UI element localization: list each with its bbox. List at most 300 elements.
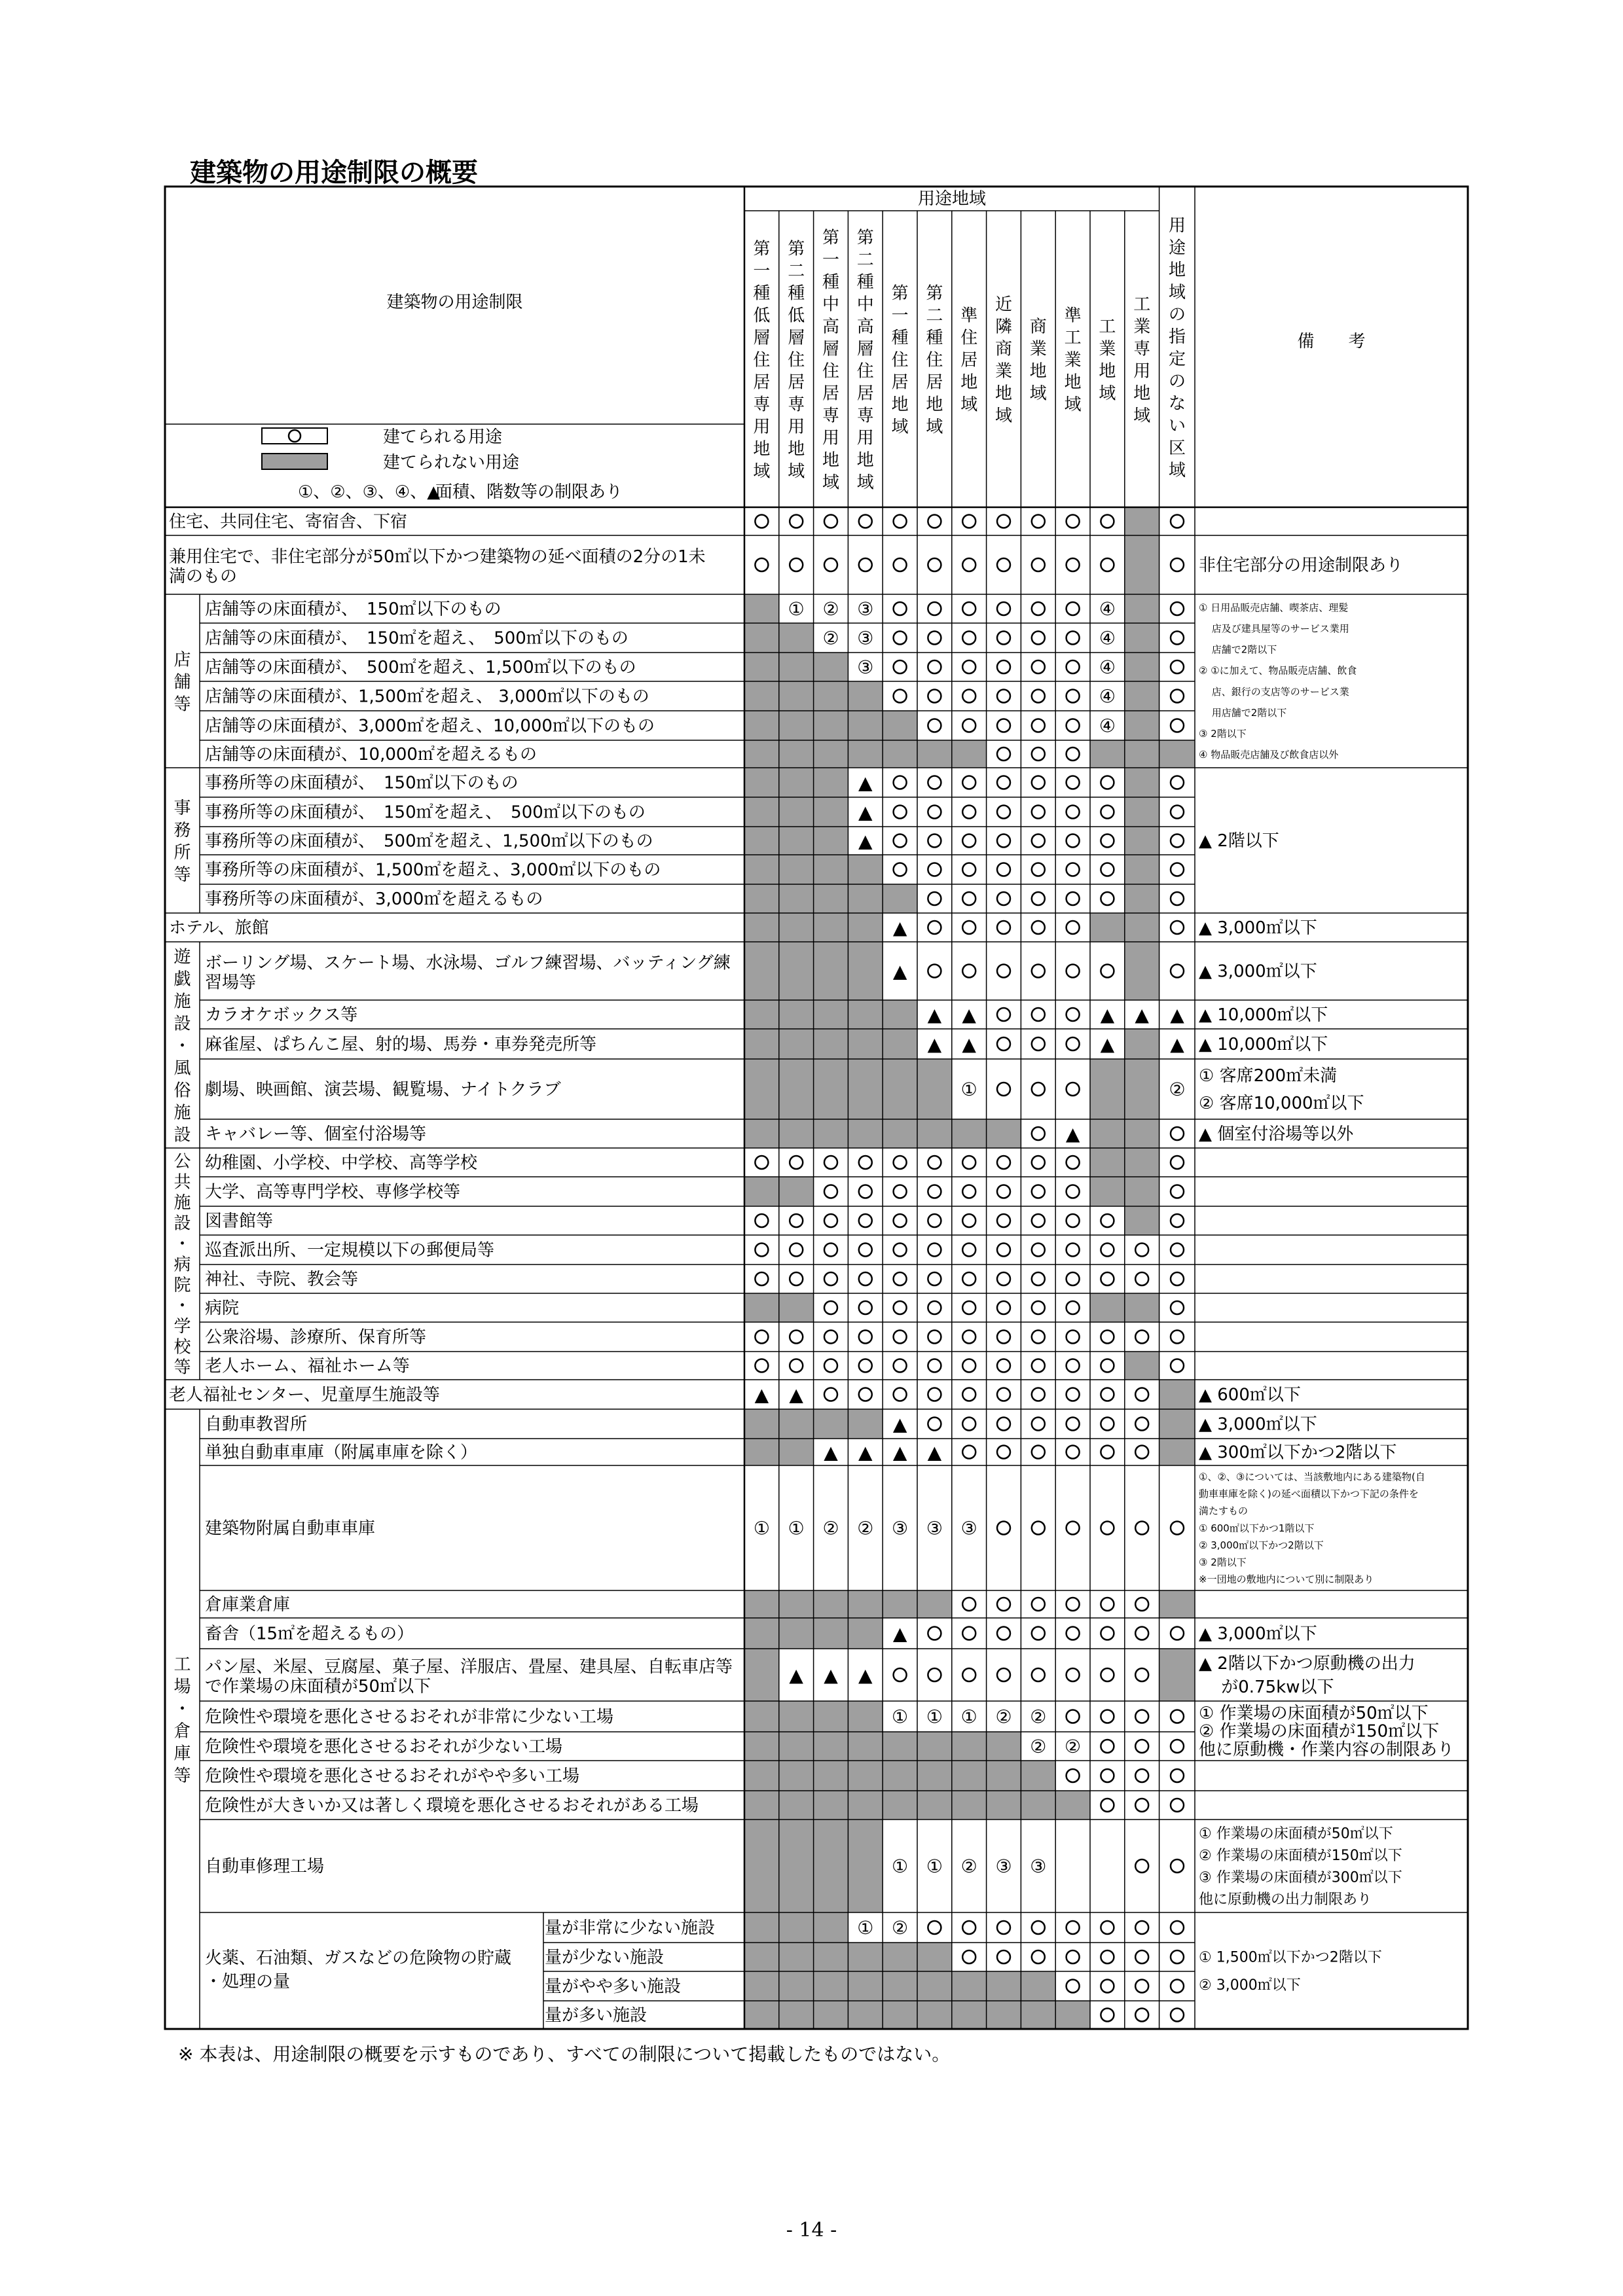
permitted-mark bbox=[1067, 1214, 1080, 1227]
prohibited-cell bbox=[848, 1409, 883, 1439]
permitted-mark bbox=[962, 1627, 976, 1640]
hazard-label: ・処理の量 bbox=[205, 1972, 291, 1992]
permitted-mark bbox=[1171, 965, 1184, 978]
group-label: 務 bbox=[173, 821, 191, 841]
permitted-mark bbox=[1067, 1710, 1080, 1723]
prohibited-cell bbox=[779, 1119, 814, 1148]
permitted-mark bbox=[1032, 1668, 1045, 1681]
prohibited-cell bbox=[779, 2001, 814, 2029]
prohibited-cell bbox=[848, 1000, 883, 1029]
prohibited-cell bbox=[1125, 681, 1159, 711]
group-label: 戯 bbox=[173, 969, 191, 990]
prohibited-cell bbox=[814, 711, 848, 740]
permitted-mark bbox=[1101, 1359, 1114, 1372]
prohibited-cell bbox=[744, 1439, 779, 1465]
permitted-mark bbox=[928, 892, 941, 905]
limit-mark: ▲ bbox=[1100, 1004, 1115, 1026]
permitted-mark bbox=[1171, 1301, 1184, 1314]
permitted-mark bbox=[997, 965, 1010, 978]
prohibited-cell bbox=[952, 740, 987, 768]
permitted-mark bbox=[928, 863, 941, 876]
prohibited-cell bbox=[744, 1618, 779, 1649]
permitted-mark bbox=[1101, 1244, 1114, 1257]
prohibited-cell bbox=[814, 1791, 848, 1820]
limit-mark: ① bbox=[892, 1706, 909, 1728]
zone-header: 商 bbox=[994, 339, 1013, 359]
zone-header: 高 bbox=[856, 317, 874, 337]
permitted-mark bbox=[1032, 1083, 1045, 1096]
prohibited-cell bbox=[987, 1761, 1021, 1791]
prohibited-cell bbox=[779, 1590, 814, 1618]
zone-header: 商 bbox=[1029, 317, 1047, 337]
prohibited-cell bbox=[744, 797, 779, 827]
prohibited-cell bbox=[987, 1119, 1021, 1148]
limit-mark: ▲ bbox=[754, 1384, 769, 1406]
row-label: 自動車修理工場 bbox=[205, 1857, 325, 1876]
permitted-mark bbox=[1067, 965, 1080, 978]
permitted-mark bbox=[1101, 1446, 1114, 1459]
zone-header: 種 bbox=[856, 272, 874, 293]
prohibited-cell bbox=[814, 1029, 848, 1059]
permitted-mark bbox=[928, 660, 941, 673]
group-label: 遊 bbox=[173, 947, 191, 967]
prohibited-cell bbox=[1125, 507, 1159, 535]
permitted-mark bbox=[997, 1156, 1010, 1169]
zone-header: 地 bbox=[1064, 372, 1082, 393]
limit-mark: ④ bbox=[1099, 627, 1116, 649]
permitted-mark bbox=[894, 1214, 907, 1227]
prohibited-cell bbox=[917, 1971, 952, 2001]
prohibited-cell bbox=[987, 1791, 1021, 1820]
permitted-mark bbox=[997, 1921, 1010, 1934]
prohibited-cell bbox=[883, 1000, 917, 1029]
prohibited-cell bbox=[848, 913, 883, 942]
zone-header: 用 bbox=[856, 428, 874, 448]
permitted-mark bbox=[997, 1008, 1010, 1021]
zone-group-label: 用途地域 bbox=[917, 189, 987, 209]
prohibited-cell bbox=[848, 1761, 883, 1791]
permitted-mark bbox=[894, 1156, 907, 1169]
prohibited-cell bbox=[848, 711, 883, 740]
row-label: 習場等 bbox=[205, 973, 257, 993]
group-label: 公 bbox=[173, 1152, 191, 1172]
permitted-mark bbox=[1135, 1859, 1148, 1873]
prohibited-cell bbox=[987, 2001, 1021, 2029]
permitted-mark bbox=[997, 1668, 1010, 1681]
permitted-mark bbox=[894, 1272, 907, 1285]
prohibited-cell bbox=[814, 1000, 848, 1029]
permitted-mark bbox=[1032, 1037, 1045, 1050]
limit-mark: ▲ bbox=[1100, 1033, 1115, 1055]
permitted-mark bbox=[962, 1359, 976, 1372]
legend-limit-text: 面積、階数等の制限あり bbox=[435, 482, 623, 502]
remarks-text: ▲ 2階以下 bbox=[1199, 831, 1279, 852]
row-label: ホテル、旅館 bbox=[169, 918, 269, 938]
limit-mark: ① bbox=[926, 1706, 943, 1728]
permitted-mark bbox=[1101, 1668, 1114, 1681]
zone-header: 専 bbox=[1133, 339, 1151, 359]
prohibited-cell bbox=[952, 1119, 987, 1148]
permitted-mark bbox=[1171, 1627, 1184, 1640]
permitted-mark bbox=[1101, 1950, 1114, 1964]
zone-header: 層 bbox=[822, 339, 840, 359]
prohibited-cell bbox=[917, 1791, 952, 1820]
unzoned-header: 指 bbox=[1168, 327, 1186, 348]
zone-header: 種 bbox=[926, 328, 943, 348]
group-label: 設 bbox=[173, 1213, 191, 1234]
zone-header: 専 bbox=[788, 395, 805, 415]
prohibited-cell bbox=[848, 740, 883, 768]
permitted-mark bbox=[997, 776, 1010, 789]
row-label: 老人福祉センター、児童厚生施設等 bbox=[169, 1385, 440, 1405]
prohibited-cell bbox=[779, 1971, 814, 2001]
remarks-text: 非住宅部分の用途制限あり bbox=[1199, 556, 1404, 576]
prohibited-cell bbox=[814, 768, 848, 797]
permitted-mark bbox=[928, 834, 941, 848]
prohibited-cell bbox=[1159, 1409, 1195, 1439]
permitted-mark bbox=[859, 515, 872, 528]
row-label: 事務所等の床面積が、 500㎡を超え、1,500㎡以下のもの bbox=[205, 831, 653, 852]
prohibited-cell bbox=[1125, 1059, 1159, 1119]
prohibited-cell bbox=[814, 913, 848, 942]
group-label: 倉 bbox=[173, 1721, 191, 1742]
permitted-mark bbox=[1101, 1921, 1114, 1934]
remarks-text: 店及び建具屋等のサービス業用 bbox=[1199, 622, 1349, 635]
permitted-mark bbox=[1067, 747, 1080, 761]
permitted-mark bbox=[1032, 1301, 1045, 1314]
prohibited-cell bbox=[814, 884, 848, 913]
prohibited-cell bbox=[952, 1791, 987, 1820]
permitted-mark bbox=[1101, 1710, 1114, 1723]
permitted-mark bbox=[1067, 863, 1080, 876]
zone-header: 地 bbox=[753, 439, 771, 459]
zone-header: 住 bbox=[753, 350, 771, 370]
prohibited-cell bbox=[883, 1761, 917, 1791]
prohibited-cell bbox=[1125, 1148, 1159, 1177]
remarks-text: ③ 2階以下 bbox=[1199, 1556, 1247, 1569]
permitted-mark bbox=[1032, 1418, 1045, 1431]
permitted-mark bbox=[1171, 1522, 1184, 1535]
prohibited-cell bbox=[779, 711, 814, 740]
limit-mark: ② bbox=[822, 1517, 839, 1539]
limit-mark: ▲ bbox=[858, 772, 873, 794]
permitted-mark bbox=[1101, 2009, 1114, 2022]
zone-header: 住 bbox=[788, 350, 805, 370]
prohibited-cell bbox=[814, 1820, 848, 1912]
prohibited-cell bbox=[814, 1618, 848, 1649]
prohibited-cell bbox=[1021, 1761, 1055, 1791]
prohibited-cell bbox=[848, 2001, 883, 2029]
permitted-mark bbox=[1101, 1272, 1114, 1285]
permitted-mark bbox=[1101, 1388, 1114, 1401]
permitted-mark bbox=[997, 1388, 1010, 1401]
prohibited-cell bbox=[1125, 1119, 1159, 1148]
prohibited-cell bbox=[744, 1912, 779, 1943]
permitted-mark bbox=[997, 1359, 1010, 1372]
page-title: 建築物の用途制限の概要 bbox=[190, 158, 478, 188]
permitted-mark bbox=[1032, 921, 1045, 934]
permitted-mark bbox=[962, 558, 976, 571]
prohibited-cell bbox=[1090, 1059, 1125, 1119]
row-label: 店舗等の床面積が、 150㎡を超え、 500㎡以下のもの bbox=[205, 628, 629, 649]
prohibited-cell bbox=[779, 1791, 814, 1820]
prohibited-cell bbox=[814, 740, 848, 768]
permitted-mark bbox=[1067, 1008, 1080, 1021]
prohibited-cell bbox=[744, 1649, 779, 1701]
permitted-mark bbox=[928, 1156, 941, 1169]
zone-header: 中 bbox=[856, 295, 874, 315]
zone-header: 低 bbox=[788, 306, 805, 326]
group-label: 舗 bbox=[173, 672, 191, 692]
permitted-mark bbox=[1135, 1388, 1148, 1401]
group-label: 店 bbox=[173, 650, 191, 670]
zone-header: 用 bbox=[822, 428, 840, 448]
row-label: 大学、高等専門学校、専修学校等 bbox=[205, 1182, 461, 1202]
permitted-mark bbox=[1032, 892, 1045, 905]
prohibited-cell bbox=[814, 2001, 848, 2029]
prohibited-cell bbox=[848, 855, 883, 884]
row-label: 量が非常に少ない施設 bbox=[545, 1918, 716, 1938]
remarks-text: ① 日用品販売店舗、喫茶店、理髪 bbox=[1199, 601, 1349, 614]
permitted-mark bbox=[1135, 1598, 1148, 1611]
prohibited-cell bbox=[744, 1000, 779, 1029]
limit-mark: ② bbox=[1030, 1706, 1047, 1728]
prohibited-cell bbox=[744, 884, 779, 913]
prohibited-cell bbox=[848, 1029, 883, 1059]
permitted-mark bbox=[824, 1185, 837, 1198]
permitted-mark bbox=[928, 602, 941, 615]
zone-header: 準 bbox=[1064, 306, 1082, 326]
prohibited-cell bbox=[848, 942, 883, 1000]
permitted-mark bbox=[962, 863, 976, 876]
prohibited-cell bbox=[987, 1732, 1021, 1761]
permitted-mark bbox=[1171, 558, 1184, 571]
permitted-mark bbox=[824, 1272, 837, 1285]
zone-header: 域 bbox=[1133, 406, 1151, 426]
row-label: 劇場、映画館、演芸場、観覧場、ナイトクラブ bbox=[205, 1080, 561, 1100]
permitted-mark bbox=[1067, 1668, 1080, 1681]
prohibited-cell bbox=[1125, 884, 1159, 913]
prohibited-cell bbox=[1090, 740, 1125, 768]
permitted-mark bbox=[1101, 834, 1114, 848]
prohibited-cell bbox=[814, 1732, 848, 1761]
limit-mark: ▲ bbox=[858, 830, 873, 852]
prohibited-cell bbox=[1055, 1791, 1090, 1820]
permitted-mark bbox=[997, 719, 1010, 732]
prohibited-cell bbox=[744, 1791, 779, 1820]
limit-mark: ③ bbox=[857, 656, 874, 678]
permitted-mark bbox=[962, 602, 976, 615]
zone-header: 住 bbox=[856, 361, 874, 382]
remarks-text: ▲ 300㎡以下かつ2階以下 bbox=[1199, 1443, 1397, 1463]
limit-mark: ▲ bbox=[962, 1033, 976, 1055]
prohibited-cell bbox=[779, 797, 814, 827]
prohibited-cell bbox=[1159, 740, 1195, 768]
prohibited-cell bbox=[1125, 797, 1159, 827]
prohibited-cell bbox=[917, 1119, 952, 1148]
permitted-mark bbox=[1032, 1331, 1045, 1344]
permitted-mark bbox=[894, 776, 907, 789]
zone-header: 第 bbox=[891, 283, 909, 304]
remarks-text: 他に原動機・作業内容の制限あり bbox=[1199, 1740, 1455, 1760]
permitted-mark bbox=[997, 1418, 1010, 1431]
zone-header: 居 bbox=[753, 372, 771, 393]
permitted-mark bbox=[962, 965, 976, 978]
prohibited-cell bbox=[917, 2001, 952, 2029]
prohibited-cell bbox=[779, 1732, 814, 1761]
permitted-mark bbox=[962, 1301, 976, 1314]
prohibited-cell bbox=[779, 1293, 814, 1322]
limit-mark: ④ bbox=[1099, 715, 1116, 737]
permitted-mark bbox=[1067, 1185, 1080, 1198]
prohibited-cell bbox=[744, 1943, 779, 1971]
permitted-mark bbox=[997, 1331, 1010, 1344]
limit-mark: ③ bbox=[892, 1517, 909, 1539]
prohibited-cell bbox=[1090, 913, 1125, 942]
permitted-mark bbox=[1032, 1272, 1045, 1285]
remarks-text: ▲ 10,000㎡以下 bbox=[1199, 1005, 1328, 1026]
row-label: 量がやや多い施設 bbox=[545, 1977, 682, 1997]
zone-header: 工 bbox=[1064, 328, 1082, 348]
prohibited-cell bbox=[1125, 535, 1159, 594]
permitted-mark bbox=[1135, 1668, 1148, 1681]
limit-mark: ▲ bbox=[892, 1623, 907, 1645]
limit-mark: ① bbox=[926, 1856, 943, 1877]
prohibited-cell bbox=[814, 827, 848, 855]
zone-header: 用 bbox=[1133, 361, 1151, 382]
prohibited-cell bbox=[779, 1000, 814, 1029]
prohibited-cell bbox=[779, 1618, 814, 1649]
zone-header: 業 bbox=[1133, 317, 1151, 337]
permitted-mark bbox=[1171, 921, 1184, 934]
zone-header: 居 bbox=[891, 372, 909, 393]
group-label: 施 bbox=[173, 992, 191, 1012]
zone-header: 中 bbox=[822, 295, 840, 315]
prohibited-cell bbox=[1021, 1971, 1055, 2001]
permitted-mark bbox=[790, 1156, 803, 1169]
permitted-mark bbox=[1101, 1980, 1114, 1993]
permitted-mark bbox=[928, 1214, 941, 1227]
zone-header: 種 bbox=[891, 328, 909, 348]
zone-header: 第 bbox=[788, 239, 805, 259]
permitted-mark bbox=[928, 1301, 941, 1314]
limit-mark: ④ bbox=[1099, 656, 1116, 678]
permitted-mark bbox=[1067, 1769, 1080, 1782]
group-label: 等 bbox=[173, 1766, 191, 1786]
prohibited-cell bbox=[779, 827, 814, 855]
permitted-mark bbox=[1032, 1627, 1045, 1640]
permitted-mark bbox=[790, 1244, 803, 1257]
permitted-mark bbox=[1032, 1598, 1045, 1611]
permitted-mark bbox=[1135, 1710, 1148, 1723]
prohibited-cell bbox=[744, 1293, 779, 1322]
prohibited-cell bbox=[848, 1590, 883, 1618]
row-label: 危険性や環境を悪化させるおそれがやや多い工場 bbox=[205, 1767, 580, 1786]
prohibited-cell bbox=[779, 1820, 814, 1912]
permitted-mark bbox=[997, 515, 1010, 528]
group-label: 学 bbox=[173, 1316, 191, 1336]
remarks-text: ② 客席10,000㎡以下 bbox=[1199, 1094, 1364, 1114]
permitted-mark bbox=[859, 558, 872, 571]
zone-header: 工 bbox=[1133, 295, 1151, 315]
zone-header: 地 bbox=[891, 395, 909, 415]
permitted-mark bbox=[997, 632, 1010, 645]
group-label: 等 bbox=[173, 1357, 191, 1378]
prohibited-cell bbox=[1125, 768, 1159, 797]
permitted-mark bbox=[1067, 515, 1080, 528]
remarks-text: ② ①に加えて、物品販売店舗、飲食 bbox=[1199, 664, 1357, 677]
permitted-mark bbox=[1032, 776, 1045, 789]
zone-header: 二 bbox=[788, 261, 805, 281]
prohibited-cell bbox=[1055, 2001, 1090, 2029]
permitted-mark bbox=[997, 1244, 1010, 1257]
limit-mark: ③ bbox=[1030, 1856, 1047, 1877]
permitted-mark bbox=[997, 1037, 1010, 1050]
limit-mark: ▲ bbox=[1065, 1123, 1080, 1145]
limit-mark: ③ bbox=[995, 1856, 1012, 1877]
remarks-text: ▲ 2階以下かつ原動機の出力 bbox=[1199, 1654, 1415, 1674]
permitted-mark bbox=[859, 1388, 872, 1401]
permitted-mark bbox=[962, 1418, 976, 1431]
legend-cannot-box bbox=[262, 454, 327, 469]
permitted-mark bbox=[755, 1272, 768, 1285]
group-label: 校 bbox=[173, 1337, 191, 1357]
permitted-mark bbox=[962, 834, 976, 848]
unzoned-header: 域 bbox=[1168, 461, 1186, 481]
permitted-mark bbox=[1067, 1418, 1080, 1431]
zone-header: 住 bbox=[891, 350, 909, 370]
prohibited-cell bbox=[1125, 913, 1159, 942]
limit-mark: ③ bbox=[926, 1517, 943, 1539]
permitted-mark bbox=[962, 1156, 976, 1169]
permitted-mark bbox=[1067, 1272, 1080, 1285]
prohibited-cell bbox=[814, 681, 848, 711]
permitted-mark bbox=[1032, 719, 1045, 732]
permitted-mark bbox=[1067, 1083, 1080, 1096]
row-label: カラオケボックス等 bbox=[205, 1005, 358, 1025]
permitted-mark bbox=[997, 834, 1010, 848]
permitted-mark bbox=[1171, 632, 1184, 645]
zone-header: 用 bbox=[753, 417, 771, 437]
limit-mark: ▲ bbox=[927, 1033, 942, 1055]
remarks-header: 備 考 bbox=[1297, 332, 1366, 351]
remarks-text: 用店舗で2階以下 bbox=[1199, 706, 1287, 719]
permitted-mark bbox=[1032, 1950, 1045, 1964]
prohibited-cell bbox=[814, 1059, 848, 1119]
group-label: 場 bbox=[173, 1677, 191, 1697]
permitted-mark bbox=[1135, 1950, 1148, 1964]
permitted-mark bbox=[1101, 1214, 1114, 1227]
permitted-mark bbox=[824, 1244, 837, 1257]
permitted-mark bbox=[1032, 747, 1045, 761]
permitted-mark bbox=[962, 776, 976, 789]
limit-mark: ② bbox=[1065, 1736, 1082, 1757]
group-label: 設 bbox=[173, 1014, 191, 1034]
prohibited-cell bbox=[917, 740, 952, 768]
permitted-mark bbox=[928, 965, 941, 978]
remarks-text: ② 3,000㎡以下 bbox=[1199, 1977, 1301, 1994]
permitted-mark bbox=[894, 1359, 907, 1372]
prohibited-cell bbox=[744, 1029, 779, 1059]
unzoned-header: 域 bbox=[1168, 283, 1186, 303]
prohibited-cell bbox=[883, 1943, 917, 1971]
permitted-mark bbox=[1101, 965, 1114, 978]
prohibited-cell bbox=[1125, 855, 1159, 884]
prohibited-cell bbox=[848, 1943, 883, 1971]
limit-mark: ③ bbox=[960, 1517, 977, 1539]
permitted-mark bbox=[997, 921, 1010, 934]
legend-cannot: 建てられない用途 bbox=[383, 453, 520, 473]
